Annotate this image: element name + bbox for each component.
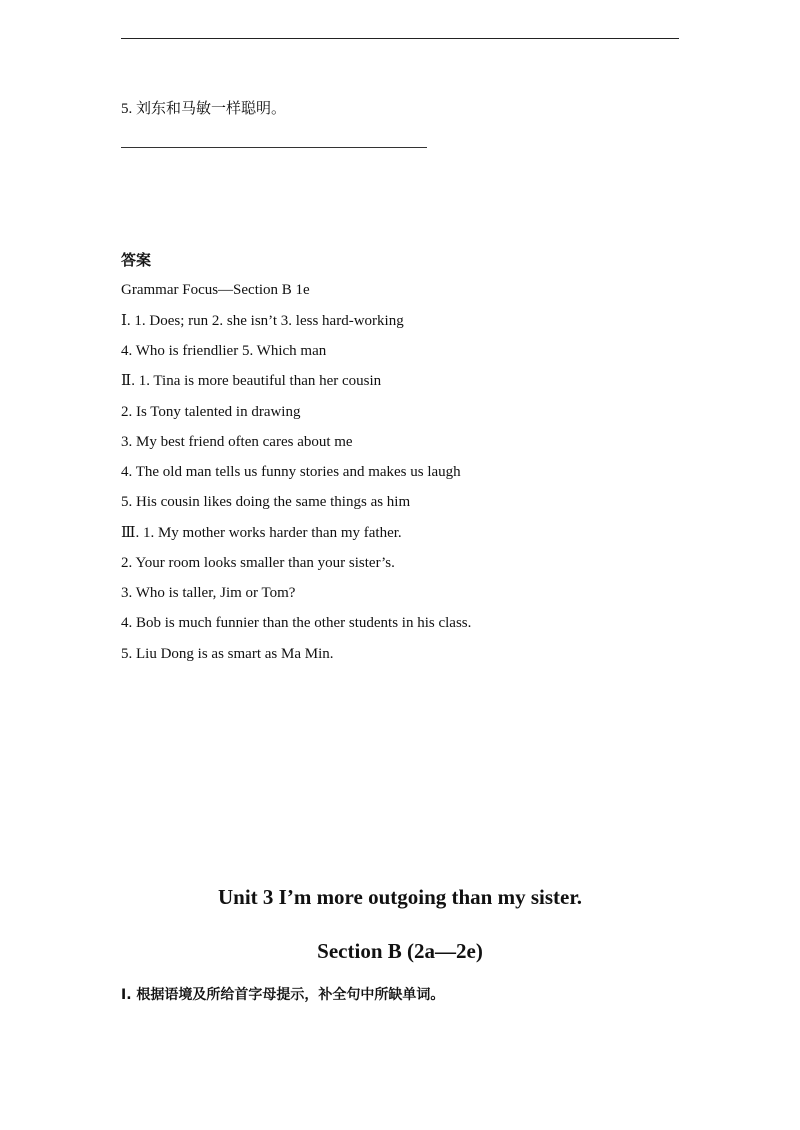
unit-title: Unit 3 I’m more outgoing than my sister. <box>217 885 582 909</box>
answer-line: Ⅰ. 1. Does; run 2. she isn’t 3. less hard-working <box>121 313 404 329</box>
answer-blank-line <box>121 147 427 148</box>
answer-line: 2. Is Tony talented in drawing <box>121 404 301 420</box>
answer-line: 4. Who is friendlier 5. Which man <box>121 343 327 359</box>
answer-heading: 答案 <box>121 251 152 269</box>
answer-line: 3. My best friend often cares about me <box>121 434 353 450</box>
exercise-instruction: Ⅰ. 根据语境及所给首字母提示，补全句中所缺单词。 <box>121 987 445 1003</box>
header-rule <box>121 38 679 39</box>
answer-line: 4. The old man tells us funny stories and makes us laugh <box>121 464 461 480</box>
answer-line: 4. Bob is much funnier than the other students in his class. <box>121 615 472 631</box>
section-title: Section B (2a—2e) <box>317 939 483 963</box>
answer-subheading: Grammar Focus—Section B 1e <box>121 282 310 298</box>
answer-line: Ⅱ. 1. Tina is more beautiful than her cousin <box>121 373 382 389</box>
answer-line: Ⅲ. 1. My mother works harder than my father. <box>121 525 402 541</box>
answer-line: 2. Your room looks smaller than your sister’s. <box>121 555 395 571</box>
answer-line: 5. Liu Dong is as smart as Ma Min. <box>121 646 334 662</box>
answer-line: 3. Who is taller, Jim or Tom? <box>121 585 296 601</box>
question-5-prompt: 5. 刘东和马敏一样聪明。 <box>121 101 287 117</box>
answer-line: 5. His cousin likes doing the same things as him <box>121 494 411 510</box>
